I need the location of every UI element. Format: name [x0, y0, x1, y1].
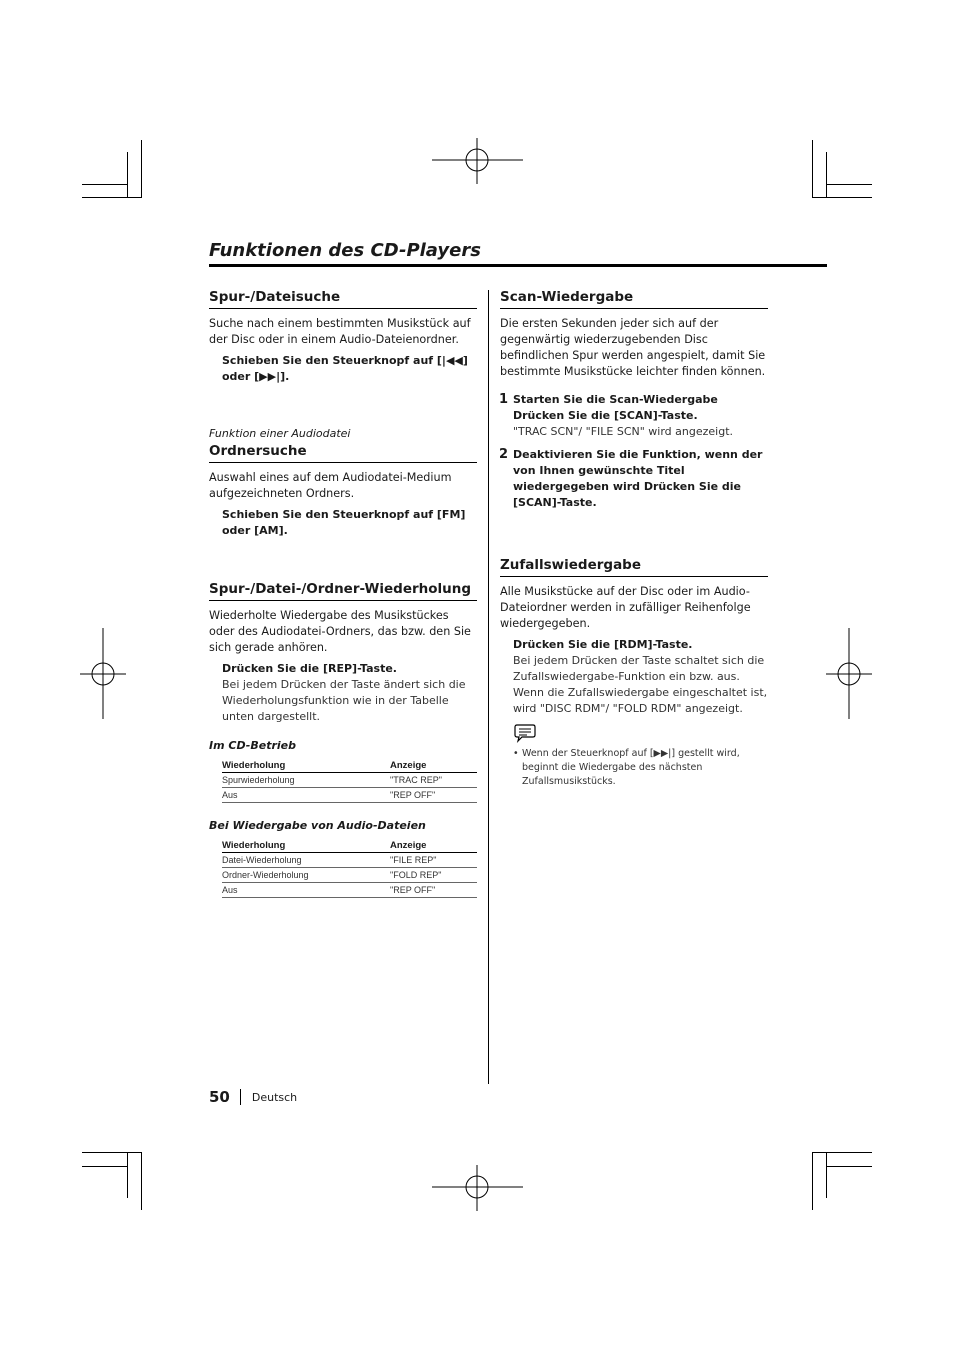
note-text: Wenn der Steuerknopf auf [▶▶|] gestellt wird, beginnt die Wiedergabe des nächsten Zufallsmusikstücks. — [522, 748, 740, 787]
table-cell: Ordner-Wiederholung — [222, 868, 390, 883]
table-cell: "FOLD REP" — [390, 868, 477, 883]
registration-mark — [432, 138, 523, 184]
table-cell: Aus — [222, 788, 390, 803]
instruction-detail: Bei jedem Drücken der Taste schaltet sich die Zufallswiedergabe-Funktion ein bzw. aus. — [513, 654, 765, 683]
table-cell: "TRAC REP" — [390, 773, 477, 788]
instruction: Drücken Sie die [RDM]-Taste. — [513, 638, 693, 651]
section-heading: Zufallswiedergabe — [500, 557, 768, 577]
crop-mark — [127, 152, 128, 198]
table-cell: Datei-Wiederholung — [222, 853, 390, 868]
scan-step-1 — [499, 392, 768, 440]
table-caption: Bei Wiedergabe von Audio-Dateien — [209, 819, 426, 832]
table-caption: Im CD-Betrieb — [209, 739, 296, 752]
table-header: Wiederholung — [222, 838, 390, 853]
footer-language: Deutsch — [251, 1090, 298, 1104]
table-cell: "REP OFF" — [390, 883, 477, 898]
crop-mark — [812, 197, 872, 198]
registration-mark — [826, 628, 872, 719]
section-text: Auswahl eines auf dem Audiodatei-Medium aufgezeichneten Ordners. — [209, 471, 452, 500]
table-row — [222, 883, 477, 898]
table-row — [222, 853, 477, 868]
crop-mark — [812, 140, 813, 198]
table-row — [222, 773, 477, 788]
feature-note: Funktion einer Audiodatei — [209, 427, 351, 440]
step-number: 2 — [499, 447, 509, 462]
note-item — [513, 747, 768, 789]
crop-mark — [826, 152, 827, 198]
crop-mark — [82, 1152, 142, 1153]
instruction: Drücken Sie die [REP]-Taste. — [222, 662, 397, 675]
step-number: 1 — [499, 392, 509, 407]
crop-mark — [141, 140, 142, 198]
crop-mark — [826, 184, 872, 185]
note-icon — [513, 723, 537, 743]
crop-mark — [141, 1152, 142, 1210]
table-header: Anzeige — [390, 758, 477, 773]
bullet: • — [513, 748, 519, 759]
section-text: Wiederholte Wiedergabe des Musikstückes oder des Audiodatei-Ordners, das bzw. den Sie sich gerade anhören. — [209, 609, 471, 654]
step-result: "TRAC SCN"/ "FILE SCN" wird angezeigt. — [513, 425, 734, 438]
crop-mark — [82, 197, 142, 198]
table-cell: Spurwiederholung — [222, 773, 390, 788]
right-column — [500, 289, 768, 789]
left-column — [209, 289, 477, 898]
table-header: Anzeige — [390, 838, 477, 853]
table-row — [222, 868, 477, 883]
table-cell: "REP OFF" — [390, 788, 477, 803]
page-title: Funktionen des CD-Players — [209, 240, 481, 261]
crop-mark — [826, 1166, 872, 1167]
section-heading: Ordnersuche — [209, 443, 477, 463]
scan-step-2 — [499, 447, 768, 511]
title-rule — [209, 264, 827, 267]
page-number: 50 — [209, 1088, 230, 1106]
step-title: Deaktivieren Sie die Funktion, wenn der von Ihnen gewünschte Titel wiedergegeben wird Drücken Sie die [SCAN]-Taste. — [513, 448, 763, 509]
crop-mark — [812, 1152, 872, 1153]
section-heading: Spur-/Dateisuche — [209, 289, 477, 309]
random-instruction — [513, 637, 768, 717]
instruction: Schieben Sie den Steuerknopf auf [|◀◀] oder [▶▶|]. — [222, 354, 468, 383]
registration-mark — [432, 1165, 523, 1211]
note-block — [513, 723, 768, 789]
page-footer — [209, 1088, 297, 1106]
section-heading: Spur-/Datei-/Ordner-Wiederholung — [209, 581, 477, 601]
table-row — [222, 788, 477, 803]
crop-mark — [82, 184, 128, 185]
column-divider — [488, 290, 489, 1084]
crop-mark — [826, 1152, 827, 1198]
cd-repeat-table — [222, 758, 477, 803]
section-heading: Scan-Wiedergabe — [500, 289, 768, 309]
section-text: Suche nach einem bestimmten Musikstück auf der Disc oder in einem Audio-Dateienordner. — [209, 317, 471, 346]
table-cell: Aus — [222, 883, 390, 898]
crop-mark — [82, 1166, 128, 1167]
instruction-detail: Wenn die Zufallswiedergabe eingeschaltet ist, wird "DISC RDM"/ "FOLD RDM" angezeigt. — [513, 686, 768, 715]
instruction: Schieben Sie den Steuerknopf auf [FM] oder [AM]. — [222, 508, 466, 537]
crop-mark — [812, 1152, 813, 1210]
section-text: Die ersten Sekunden jeder sich auf der gegenwärtig wiederzugebenden Disc befindlichen Spur werden angespielt, damit Sie bestimmte Musikstücke leichter finden können. — [500, 317, 766, 378]
instruction-detail: Bei jedem Drücken der Taste ändert sich die Wiederholungsfunktion wie in der Tabelle unten dargestellt. — [222, 678, 466, 723]
section-text: Alle Musikstücke auf der Disc oder im Audio-Dateiordner werden in zufälliger Reihenfolge wiedergegeben. — [500, 585, 751, 630]
crop-mark — [127, 1152, 128, 1198]
step-title: Starten Sie die Scan-Wiedergabe — [513, 393, 718, 406]
table-header: Wiederholung — [222, 758, 390, 773]
table-cell: "FILE REP" — [390, 853, 477, 868]
footer-divider — [240, 1089, 241, 1105]
step-action: Drücken Sie die [SCAN]-Taste. — [513, 409, 698, 422]
registration-mark — [80, 628, 126, 719]
audio-repeat-table — [222, 838, 477, 898]
